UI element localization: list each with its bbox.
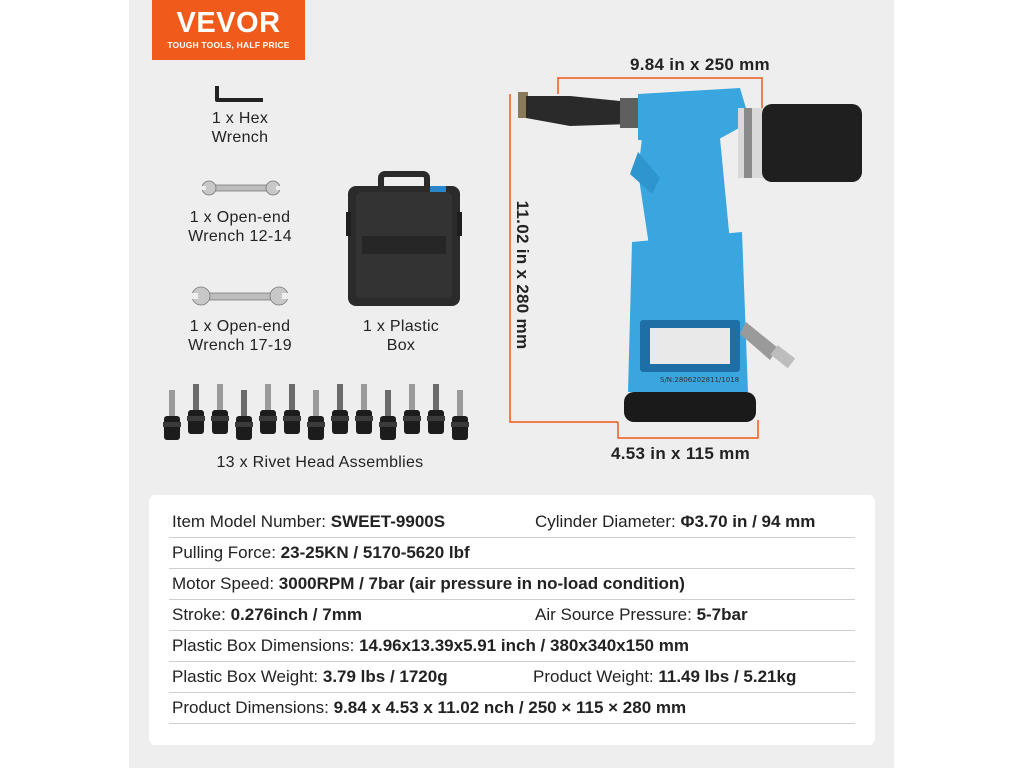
spec-cell: [172, 693, 686, 723]
spec-key: Plastic Box Weight:: [172, 667, 323, 686]
length-dimension: 9.84 in x 250 mm: [630, 55, 770, 74]
rivet-head-icon: [187, 384, 205, 434]
open-end-wrench-icon: [190, 286, 290, 306]
rivet-head-icon: [403, 384, 421, 434]
rivet-head-assemblies-icon: [160, 376, 480, 446]
rivet-head-icon: [211, 384, 229, 434]
spec-cell: [172, 538, 470, 568]
spec-row: [169, 600, 855, 631]
plastic-box-label: 1 x Plastic Box: [362, 318, 440, 354]
wrench-17-19-label: 1 x Open-end Wrench 17-19: [188, 318, 292, 354]
spec-cell: [533, 662, 796, 692]
plastic-box-icon: [346, 172, 462, 308]
spec-key: Cylinder Diameter:: [535, 512, 681, 531]
spec-value: SWEET-9900S: [330, 512, 446, 531]
height-dimension: 11.02 in x 280 mm: [513, 200, 532, 350]
rivet-head-icon: [235, 390, 253, 440]
rivet-head-icon: [355, 384, 373, 434]
spec-value: 0.276inch / 7mm: [230, 605, 362, 624]
spec-key: Motor Speed:: [172, 574, 279, 593]
spec-cell: [172, 662, 448, 692]
spec-key: Pulling Force:: [172, 543, 281, 562]
spec-row: [169, 507, 855, 538]
spec-value: 23-25KN / 5170-5620 lbf: [280, 543, 470, 562]
spec-value: 3.79 lbs / 1720g: [322, 667, 448, 686]
spec-row: [169, 569, 855, 600]
brand-name: VEVOR: [176, 7, 281, 39]
rivet-head-icon: [307, 390, 325, 440]
brand-tagline: TOUGH TOOLS, HALF PRICE: [167, 40, 290, 50]
rivet-head-icon: [379, 390, 397, 440]
spec-key: Plastic Box Dimensions:: [172, 636, 360, 655]
spec-key: Product Dimensions:: [172, 698, 334, 717]
spec-row: [169, 631, 855, 662]
spec-cell: [172, 569, 685, 599]
brand-logo: [152, 0, 305, 60]
specifications-table: [149, 495, 875, 745]
spec-cell: [172, 507, 445, 537]
rivet-heads-label: 13 x Rivet Head Assemblies: [216, 454, 424, 471]
spec-value: 3000RPM / 7bar (air pressure in no-load condition): [278, 574, 685, 593]
spec-cell: [535, 507, 815, 537]
rivet-gun-image: [510, 82, 810, 432]
wrench-12-14-label: 1 x Open-end Wrench 12-14: [188, 209, 292, 245]
hex-wrench-label: 1 x Hex Wrench: [211, 110, 269, 146]
spec-key: Stroke:: [172, 605, 231, 624]
spec-value: 11.49 lbs / 5.21kg: [658, 667, 797, 686]
open-end-wrench-icon: [200, 180, 282, 196]
spec-cell: [535, 600, 748, 630]
spec-cell: [172, 600, 362, 630]
serial-number: S/N:2806202811/1018: [660, 376, 740, 384]
spec-value: 14.96x13.39x5.91 inch / 380x340x150 mm: [359, 636, 689, 655]
hex-wrench-icon: [213, 84, 268, 104]
spec-key: Air Source Pressure:: [535, 605, 697, 624]
rivet-head-icon: [163, 390, 181, 440]
spec-value: 5-7bar: [696, 605, 748, 624]
base-dimension: 4.53 in x 115 mm: [611, 444, 750, 463]
rivet-head-icon: [259, 384, 277, 434]
spec-cell: [172, 631, 689, 661]
rivet-head-icon: [283, 384, 301, 434]
rivet-head-icon: [331, 384, 349, 434]
spec-key: Item Model Number:: [172, 512, 331, 531]
spec-value: Φ3.70 in / 94 mm: [680, 512, 816, 531]
spec-key: Product Weight:: [533, 667, 659, 686]
spec-row: [169, 538, 855, 569]
spec-row: [169, 693, 855, 724]
spec-row: [169, 662, 855, 693]
rivet-head-icon: [451, 390, 469, 440]
spec-value: 9.84 x 4.53 x 11.02 nch / 250 × 115 × 280 mm: [333, 698, 687, 717]
rivet-head-icon: [427, 384, 445, 434]
